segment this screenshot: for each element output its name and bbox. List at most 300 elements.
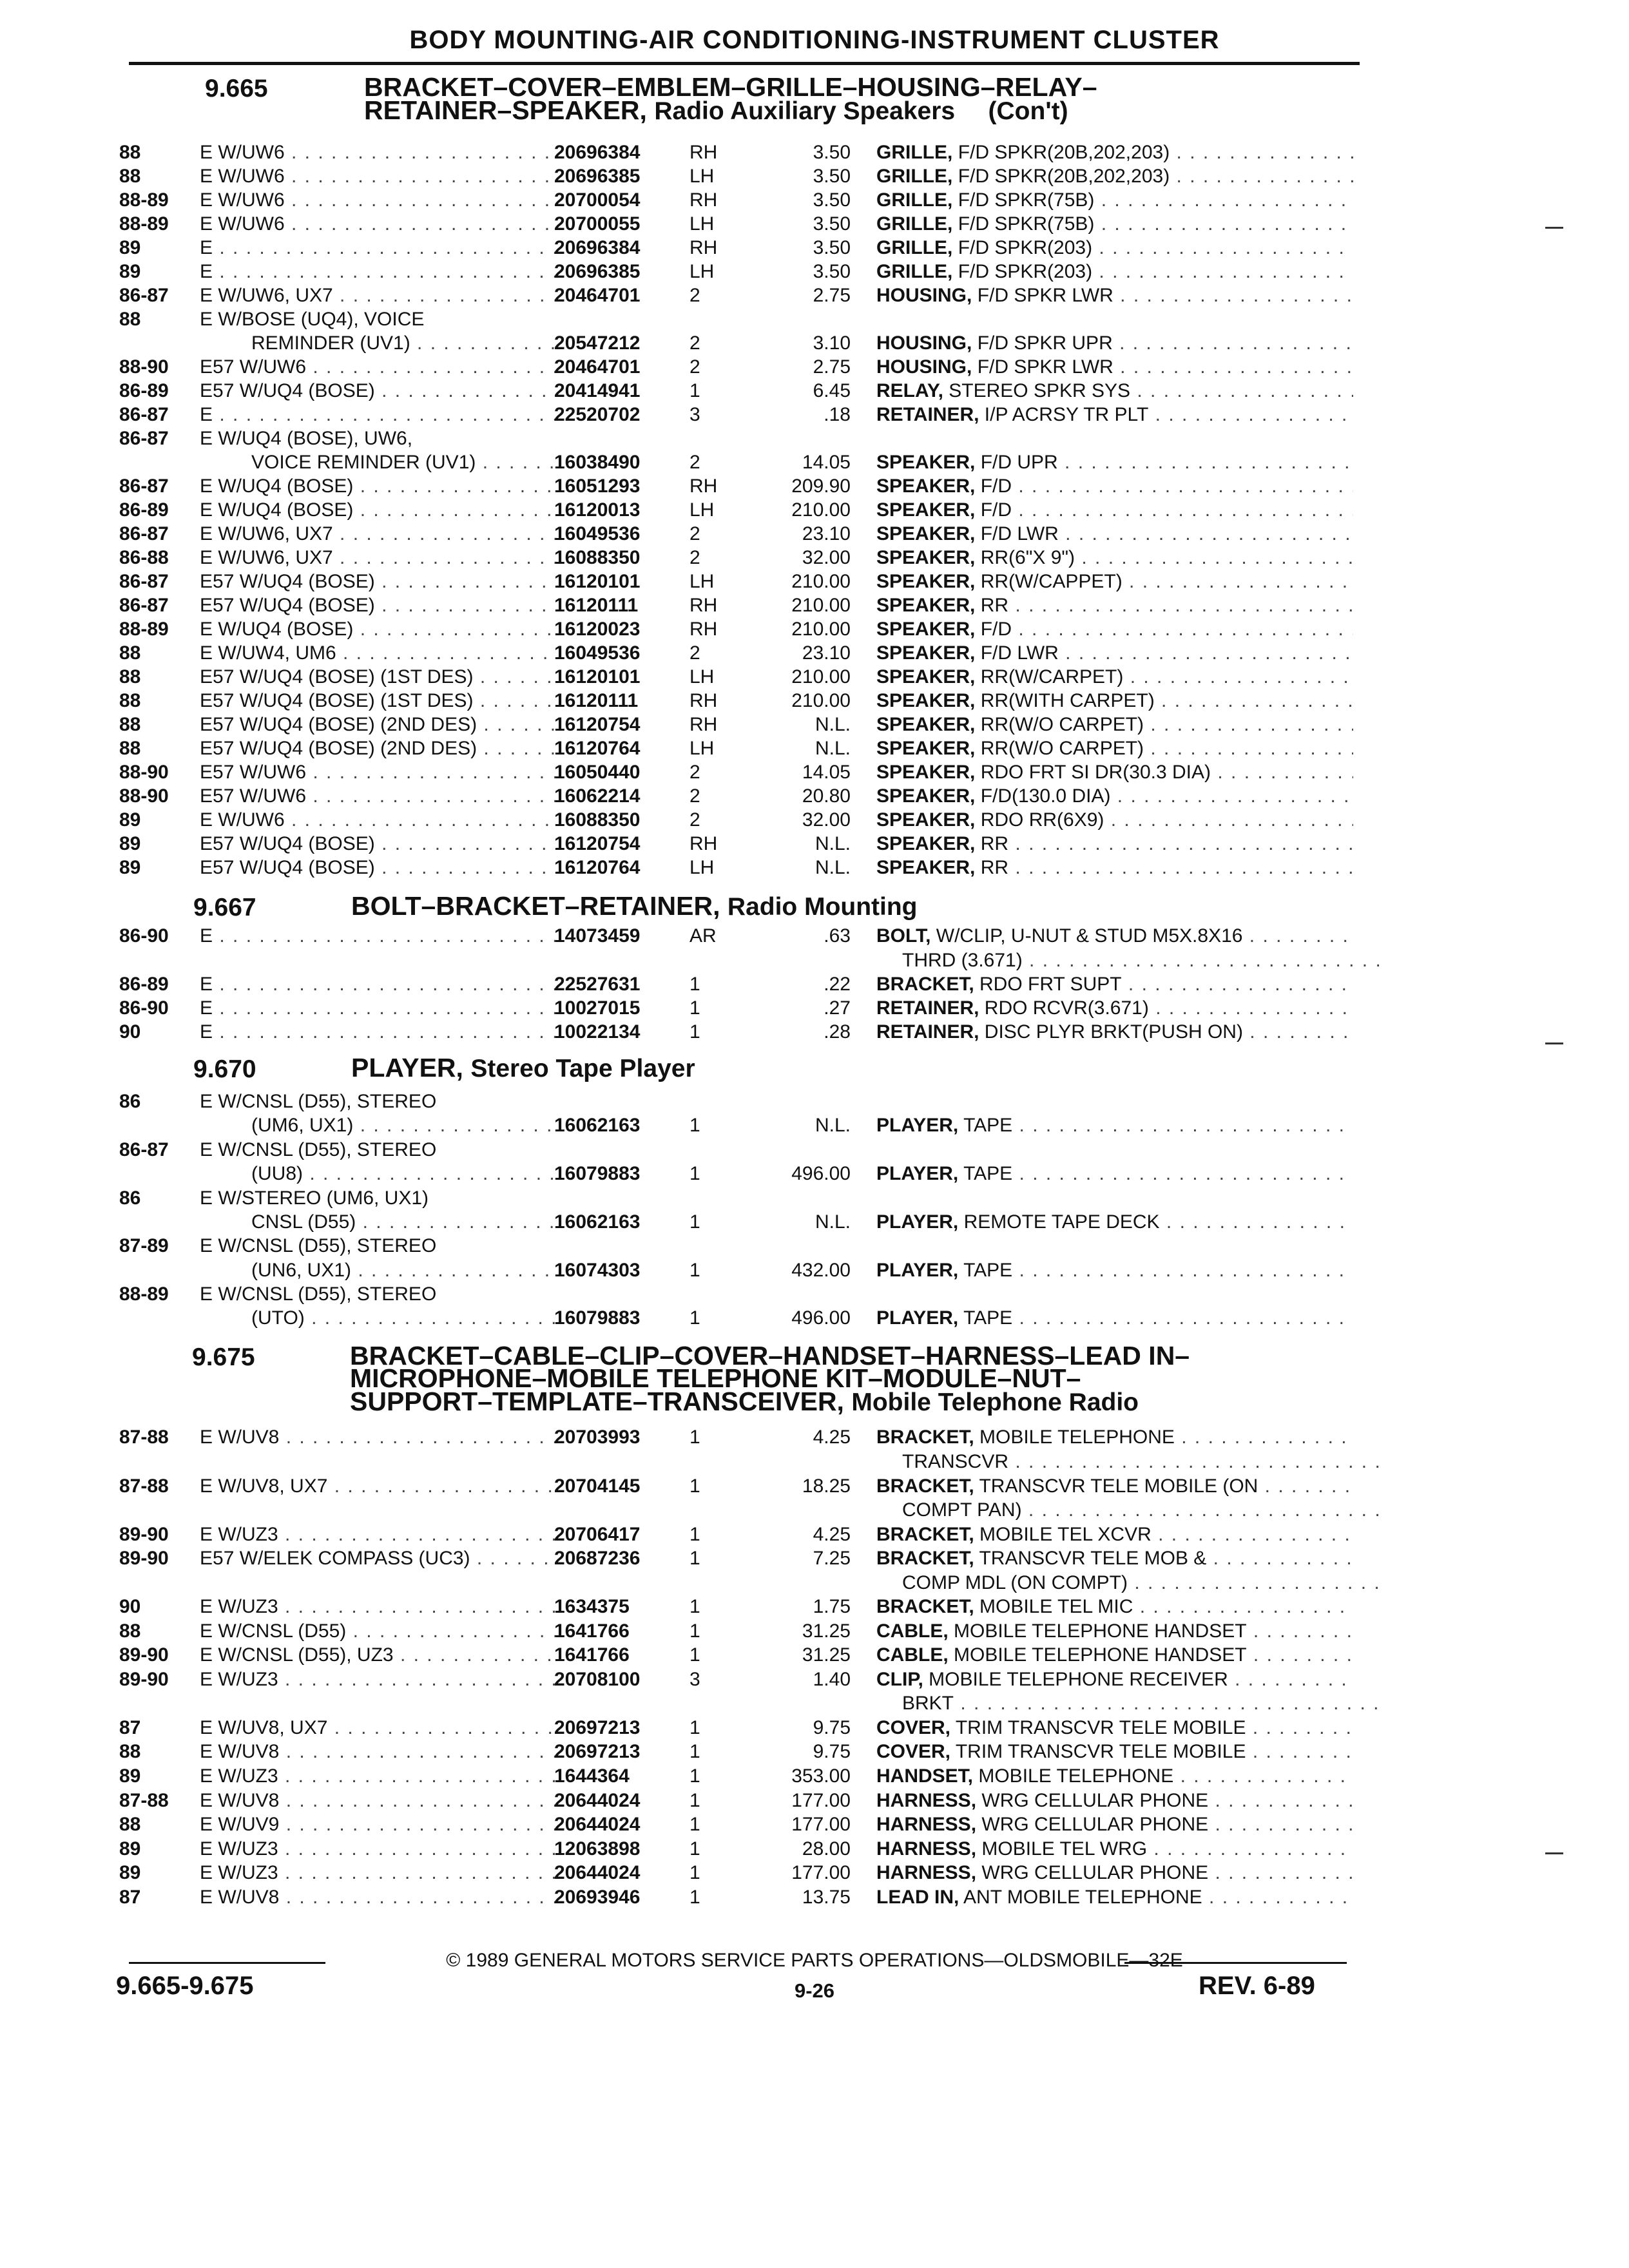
section-number: 9.665 <box>205 75 268 102</box>
model-year: 86-87 <box>119 595 169 616</box>
quantity: 1 <box>689 1475 700 1497</box>
price: 31.25 <box>802 1620 851 1642</box>
part-number: 20700055 <box>554 213 641 235</box>
part-detail: TRIM TRANSCVR TELE MOBILE <box>955 1717 1246 1738</box>
part-number: 16038490 <box>554 452 641 473</box>
model-year: 89 <box>119 1838 141 1860</box>
quantity: 1 <box>689 1211 700 1233</box>
price: 3.50 <box>813 237 851 258</box>
model-year: 86-89 <box>119 380 169 401</box>
model-year: 88 <box>119 1814 141 1835</box>
part-description <box>876 189 1353 211</box>
part-number: 20697213 <box>554 1717 641 1738</box>
usage-code: E W/UZ3 . . . <box>200 1838 561 1860</box>
usage-code: VOICE REMINDER (UV1) . . . <box>251 452 561 474</box>
price: N.L. <box>815 857 851 878</box>
usage-code: E W/UV8, UX7 . . . <box>200 1717 561 1739</box>
quantity: 2 <box>689 452 700 473</box>
quantity: LH <box>689 738 715 759</box>
part-detail: TRANSCVR <box>902 1451 1009 1472</box>
part-number: 16079883 <box>554 1163 641 1184</box>
part-detail: W/CLIP, U-NUT & STUD M5X.8X16 <box>936 925 1243 947</box>
part-name: PLAYER, <box>876 1260 959 1281</box>
table-row <box>0 809 1629 832</box>
part-name: HOUSING, <box>876 285 972 306</box>
usage-code: E W/UZ3 . . . <box>200 1765 561 1787</box>
part-number: 16050440 <box>554 762 641 783</box>
price: 210.00 <box>791 666 851 687</box>
table-row <box>0 1235 1629 1258</box>
table-row <box>0 189 1629 213</box>
quantity: 1 <box>689 1717 700 1738</box>
quantity: 2 <box>689 785 700 807</box>
model-year: 87-88 <box>119 1790 169 1811</box>
model-year: 86-89 <box>119 974 169 995</box>
part-description <box>876 1620 1353 1642</box>
usage-code: E W/CNSL (D55), UZ3 . . . <box>200 1644 561 1666</box>
part-description <box>876 619 1353 640</box>
model-year: 88 <box>119 1620 141 1642</box>
price: .63 <box>824 925 851 947</box>
part-description <box>876 452 1353 474</box>
part-description <box>876 523 1353 545</box>
model-year: 89 <box>119 1765 141 1787</box>
model-year: 89-90 <box>119 1524 169 1545</box>
part-description <box>876 1021 1353 1043</box>
section-title-text: SUPPORT–TEMPLATE–TRANSCEIVER, <box>350 1387 844 1416</box>
section-title-line-2: MICROPHONE–MOBILE TELEPHONE KIT–MODULE–NUT– <box>350 1363 1081 1393</box>
part-name: HARNESS, <box>876 1838 977 1860</box>
part-name: CABLE, <box>876 1644 949 1666</box>
part-detail: F/D(130.0 DIA) <box>980 785 1111 807</box>
part-number: 16049536 <box>554 523 641 544</box>
usage-code: E W/STEREO (UM6, UX1) <box>200 1187 429 1209</box>
table-row <box>0 1741 1629 1764</box>
price: 14.05 <box>802 452 851 473</box>
quantity: RH <box>689 142 718 163</box>
part-description <box>876 1790 1353 1812</box>
quantity: 1 <box>689 1596 700 1617</box>
part-detail: COMPT PAN) <box>902 1499 1022 1521</box>
page-header-title: BODY MOUNTING-AIR CONDITIONING-INSTRUMENT CLUSTER <box>409 26 1220 54</box>
quantity: 2 <box>689 642 700 664</box>
part-description <box>876 332 1353 354</box>
part-detail: RR(W/CARPET) <box>980 666 1124 687</box>
part-detail: COMP MDL (ON COMPT) <box>902 1572 1128 1593</box>
model-year: 89 <box>119 833 141 854</box>
part-detail: MOBILE TEL WRG <box>981 1838 1148 1860</box>
part-detail: TAPE <box>963 1307 1013 1329</box>
header-rule <box>129 62 1360 65</box>
part-name: BRACKET, <box>876 1427 974 1448</box>
table-row <box>0 950 1629 973</box>
part-name: SPEAKER, <box>876 499 976 521</box>
quantity: 1 <box>689 1644 700 1666</box>
price: 7.25 <box>813 1548 851 1569</box>
part-number: 10022134 <box>554 1021 641 1043</box>
part-description <box>876 1862 1353 1884</box>
part-detail: WRG CELLULAR PHONE <box>981 1814 1209 1835</box>
part-detail: REMOTE TAPE DECK <box>963 1211 1160 1233</box>
part-name: HOUSING, <box>876 356 972 378</box>
part-detail: F/D SPKR(20B,202,203) <box>958 166 1170 187</box>
price: 3.50 <box>813 142 851 163</box>
margin-mark <box>1545 227 1563 229</box>
part-description <box>876 380 1353 402</box>
price: .27 <box>824 997 851 1019</box>
price: 2.75 <box>813 356 851 378</box>
price: 3.50 <box>813 261 851 282</box>
section-title-line-1: BRACKET–CABLE–CLIP–COVER–HANDSET–HARNESS–LEAD IN– <box>350 1341 1190 1370</box>
price: 432.00 <box>791 1260 851 1281</box>
part-description <box>876 595 1353 617</box>
usage-code: CNSL (D55) . . . <box>251 1211 561 1233</box>
part-description <box>876 499 1353 521</box>
table-row <box>0 595 1629 618</box>
model-year: 86 <box>119 1187 141 1209</box>
part-number: 20704145 <box>554 1475 641 1497</box>
table-row <box>0 1669 1629 1692</box>
part-name: RETAINER, <box>876 997 979 1019</box>
part-description <box>902 1499 1379 1521</box>
part-number: 20703993 <box>554 1427 641 1448</box>
usage-code: E57 W/UQ4 (BOSE) (2ND DES) . . . <box>200 738 561 760</box>
part-name: SPEAKER, <box>876 785 976 807</box>
usage-code: E W/UV8 . . . <box>200 1427 561 1448</box>
part-description <box>876 1596 1353 1618</box>
price: N.L. <box>815 1115 851 1136</box>
table-row <box>0 857 1629 880</box>
section-number: 9.667 <box>193 894 256 921</box>
part-description <box>876 237 1353 259</box>
part-name: PLAYER, <box>876 1115 959 1136</box>
table-row <box>0 1451 1629 1474</box>
part-description <box>876 738 1353 760</box>
part-detail: MOBILE TELEPHONE RECEIVER <box>929 1669 1228 1690</box>
table-row <box>0 380 1629 403</box>
part-number: 16062163 <box>554 1115 641 1136</box>
price: 23.10 <box>802 642 851 664</box>
usage-code: E57 W/UQ4 (BOSE) . . . <box>200 833 561 855</box>
model-year: 88 <box>119 309 141 330</box>
part-name: GRILLE, <box>876 213 953 235</box>
quantity: 2 <box>689 332 700 354</box>
table-row <box>0 1021 1629 1044</box>
model-year: 89 <box>119 809 141 831</box>
section-title-text: BOLT–BRACKET–RETAINER, <box>351 891 720 921</box>
part-name: BRACKET, <box>876 1548 974 1569</box>
model-year: 88 <box>119 642 141 664</box>
model-year: 86-87 <box>119 285 169 306</box>
price: 13.75 <box>802 1887 851 1908</box>
table-row <box>0 642 1629 666</box>
price: 9.75 <box>813 1741 851 1762</box>
table-row <box>0 1572 1629 1595</box>
table-row <box>0 166 1629 189</box>
part-number: 20696384 <box>554 237 641 258</box>
usage-code: (UU8) . . . <box>251 1163 561 1185</box>
part-detail: RDO FRT SI DR(30.3 DIA) <box>980 762 1211 783</box>
price: 32.00 <box>802 809 851 831</box>
part-name: GRILLE, <box>876 189 953 211</box>
part-detail: TAPE <box>963 1115 1013 1136</box>
table-row <box>0 1211 1629 1235</box>
model-year: 88-90 <box>119 356 169 378</box>
usage-code: E57 W/UQ4 (BOSE) (1ST DES) . . . <box>200 690 561 712</box>
part-number: 16120023 <box>554 619 641 640</box>
part-name: BRACKET, <box>876 1475 974 1497</box>
model-year: 89 <box>119 261 141 282</box>
part-number: 16062163 <box>554 1211 641 1233</box>
quantity: 1 <box>689 1765 700 1787</box>
usage-code: E . . . <box>200 997 561 1019</box>
part-detail: F/D UPR <box>980 452 1058 473</box>
part-description <box>876 642 1353 664</box>
part-number: 1644364 <box>554 1765 630 1787</box>
quantity: RH <box>689 237 718 258</box>
price: 3.50 <box>813 189 851 211</box>
model-year: 88 <box>119 714 141 735</box>
usage-code: E57 W/UW6 . . . <box>200 762 561 783</box>
part-number: 16120764 <box>554 738 641 759</box>
model-year: 88-89 <box>119 189 169 211</box>
price: 3.50 <box>813 166 851 187</box>
part-number: 1641766 <box>554 1644 630 1666</box>
table-row <box>0 1091 1629 1114</box>
part-number: 16120101 <box>554 666 641 687</box>
model-year: 88 <box>119 142 141 163</box>
part-number: 20414941 <box>554 380 641 401</box>
part-name: RETAINER, <box>876 1021 979 1043</box>
margin-mark <box>1545 1852 1563 1854</box>
usage-code: E57 W/UQ4 (BOSE) . . . <box>200 595 561 617</box>
quantity: 2 <box>689 285 700 306</box>
price: 496.00 <box>791 1163 851 1184</box>
part-number: 20464701 <box>554 356 641 378</box>
table-row <box>0 261 1629 284</box>
part-name: GRILLE, <box>876 142 953 163</box>
part-detail: MOBILE TELEPHONE HANDSET <box>954 1620 1247 1642</box>
part-description <box>876 997 1353 1019</box>
model-year: 88 <box>119 738 141 759</box>
usage-code: E W/BOSE (UQ4), VOICE <box>200 309 425 330</box>
part-name: BRACKET, <box>876 1596 974 1617</box>
part-detail: RR(W/O CARPET) <box>980 714 1144 735</box>
table-row <box>0 571 1629 594</box>
part-detail: F/D SPKR LWR <box>977 356 1113 378</box>
model-year: 90 <box>119 1021 141 1043</box>
usage-code: E57 W/UQ4 (BOSE) . . . <box>200 857 561 879</box>
price: 4.25 <box>813 1524 851 1545</box>
usage-code: E W/UW6 . . . <box>200 809 561 831</box>
part-name: BRACKET, <box>876 974 974 995</box>
table-row <box>0 714 1629 737</box>
quantity: RH <box>689 690 718 711</box>
quantity: LH <box>689 213 715 235</box>
quantity: RH <box>689 833 718 854</box>
quantity: 1 <box>689 1021 700 1043</box>
table-row <box>0 1765 1629 1789</box>
price: 31.25 <box>802 1644 851 1666</box>
model-year: 87-89 <box>119 1235 169 1256</box>
price: 3.10 <box>813 332 851 354</box>
part-description <box>876 571 1353 593</box>
usage-code: E W/UZ3 . . . <box>200 1669 561 1691</box>
quantity: RH <box>689 189 718 211</box>
table-row <box>0 997 1629 1021</box>
part-detail: TAPE <box>963 1260 1013 1281</box>
price: 209.90 <box>791 476 851 497</box>
part-number: 16049536 <box>554 642 641 664</box>
part-detail: STEREO SPKR SYS <box>949 380 1131 401</box>
part-detail: F/D <box>980 499 1012 521</box>
part-name: BOLT, <box>876 925 931 947</box>
model-year: 86-87 <box>119 404 169 425</box>
part-description <box>876 1765 1353 1787</box>
part-number: 20696385 <box>554 166 641 187</box>
price: N.L. <box>815 714 851 735</box>
quantity: 1 <box>689 1838 700 1860</box>
table-row <box>0 1524 1629 1547</box>
table-row <box>0 428 1629 451</box>
part-description <box>876 404 1353 426</box>
part-name: HARNESS, <box>876 1790 977 1811</box>
section-title-line-3 <box>350 1389 1139 1415</box>
model-year: 87-88 <box>119 1427 169 1448</box>
model-year: 86-87 <box>119 428 169 449</box>
part-detail: RR <box>980 595 1009 616</box>
model-year: 89-90 <box>119 1644 169 1666</box>
section-title-text: RETAINER–SPEAKER, <box>364 95 647 125</box>
part-detail: TRIM TRANSCVR TELE MOBILE <box>955 1741 1246 1762</box>
table-row <box>0 1307 1629 1331</box>
price: 4.25 <box>813 1427 851 1448</box>
model-year: 87 <box>119 1717 141 1738</box>
part-description <box>902 1693 1379 1715</box>
price: 18.25 <box>802 1475 851 1497</box>
part-detail: MOBILE TEL XCVR <box>979 1524 1152 1545</box>
table-row <box>0 762 1629 785</box>
price: 20.80 <box>802 785 851 807</box>
part-name: PLAYER, <box>876 1163 959 1184</box>
price: 14.05 <box>802 762 851 783</box>
part-name: SPEAKER, <box>876 809 976 831</box>
part-number: 14073459 <box>554 925 641 947</box>
part-description <box>876 1548 1353 1570</box>
section-title-line-2 <box>364 95 1068 125</box>
part-detail: RR <box>980 857 1009 878</box>
model-year: 86-88 <box>119 547 169 568</box>
price: 210.00 <box>791 619 851 640</box>
quantity: 1 <box>689 974 700 995</box>
part-description <box>902 1451 1379 1473</box>
part-detail: F/D SPKR(75B) <box>958 213 1095 235</box>
part-description <box>876 666 1353 688</box>
quantity: 1 <box>689 1620 700 1642</box>
quantity: 1 <box>689 1862 700 1883</box>
part-description <box>876 1163 1353 1185</box>
price: 1.40 <box>813 1669 851 1690</box>
part-number: 20696385 <box>554 261 641 282</box>
part-description <box>876 785 1353 807</box>
part-detail: F/D <box>980 476 1012 497</box>
part-name: HARNESS, <box>876 1814 977 1835</box>
table-row <box>0 1260 1629 1283</box>
table-row <box>0 356 1629 380</box>
part-number: 16074303 <box>554 1260 641 1281</box>
part-detail: ANT MOBILE TELEPHONE <box>963 1887 1202 1908</box>
price: 210.00 <box>791 690 851 711</box>
model-year: 88-89 <box>119 619 169 640</box>
quantity: 3 <box>689 1669 700 1690</box>
part-number: 16051293 <box>554 476 641 497</box>
part-name: BRACKET, <box>876 1524 974 1545</box>
part-number: 12063898 <box>554 1838 641 1860</box>
usage-code: (UN6, UX1) . . . <box>251 1260 561 1282</box>
quantity: 2 <box>689 547 700 568</box>
part-description <box>876 1741 1353 1763</box>
part-name: SPEAKER, <box>876 642 976 664</box>
part-name: PLAYER, <box>876 1307 959 1329</box>
part-name: PLAYER, <box>876 1211 959 1233</box>
usage-code: E W/CNSL (D55), STEREO <box>200 1091 437 1112</box>
part-description <box>876 166 1353 187</box>
part-description <box>876 356 1353 378</box>
part-detail: F/D SPKR LWR <box>977 285 1113 306</box>
quantity: LH <box>689 571 715 592</box>
part-detail: F/D LWR <box>980 642 1059 664</box>
part-detail: THRD (3.671) <box>902 950 1023 971</box>
usage-code: (UTO) . . . <box>251 1307 561 1329</box>
part-number: 16120754 <box>554 833 641 854</box>
model-year: 88 <box>119 666 141 687</box>
table-row <box>0 476 1629 499</box>
price: N.L. <box>815 1211 851 1233</box>
quantity: 1 <box>689 1307 700 1329</box>
usage-code: E W/CNSL (D55) . . . <box>200 1620 561 1642</box>
part-description <box>876 925 1353 947</box>
footer-page-number: 9-26 <box>794 1979 835 2002</box>
part-description <box>876 142 1353 164</box>
table-row <box>0 1475 1629 1499</box>
part-name: SPEAKER, <box>876 762 976 783</box>
model-year: 86-90 <box>119 997 169 1019</box>
part-number: 20644024 <box>554 1862 641 1883</box>
part-number: 16120111 <box>554 690 639 711</box>
quantity: 2 <box>689 809 700 831</box>
price: 1.75 <box>813 1596 851 1617</box>
quantity: RH <box>689 619 718 640</box>
price: N.L. <box>815 738 851 759</box>
table-row <box>0 237 1629 260</box>
part-number: 20697213 <box>554 1741 641 1762</box>
part-name: SPEAKER, <box>876 857 976 878</box>
part-name: SPEAKER, <box>876 690 976 711</box>
part-number: 16088350 <box>554 809 641 831</box>
usage-code: E W/UW6, UX7 . . . <box>200 285 561 307</box>
quantity: 1 <box>689 1548 700 1569</box>
margin-mark <box>1545 1043 1563 1044</box>
part-description <box>876 1211 1353 1233</box>
usage-code: E W/UZ3 . . . <box>200 1596 561 1618</box>
usage-code: E W/UV8 . . . <box>200 1887 561 1908</box>
table-row <box>0 452 1629 475</box>
quantity: AR <box>689 925 717 947</box>
usage-code: E W/UV8, UX7 . . . <box>200 1475 561 1497</box>
part-number: 20693946 <box>554 1887 641 1908</box>
part-description <box>876 809 1353 831</box>
model-year: 88-89 <box>119 1283 169 1305</box>
